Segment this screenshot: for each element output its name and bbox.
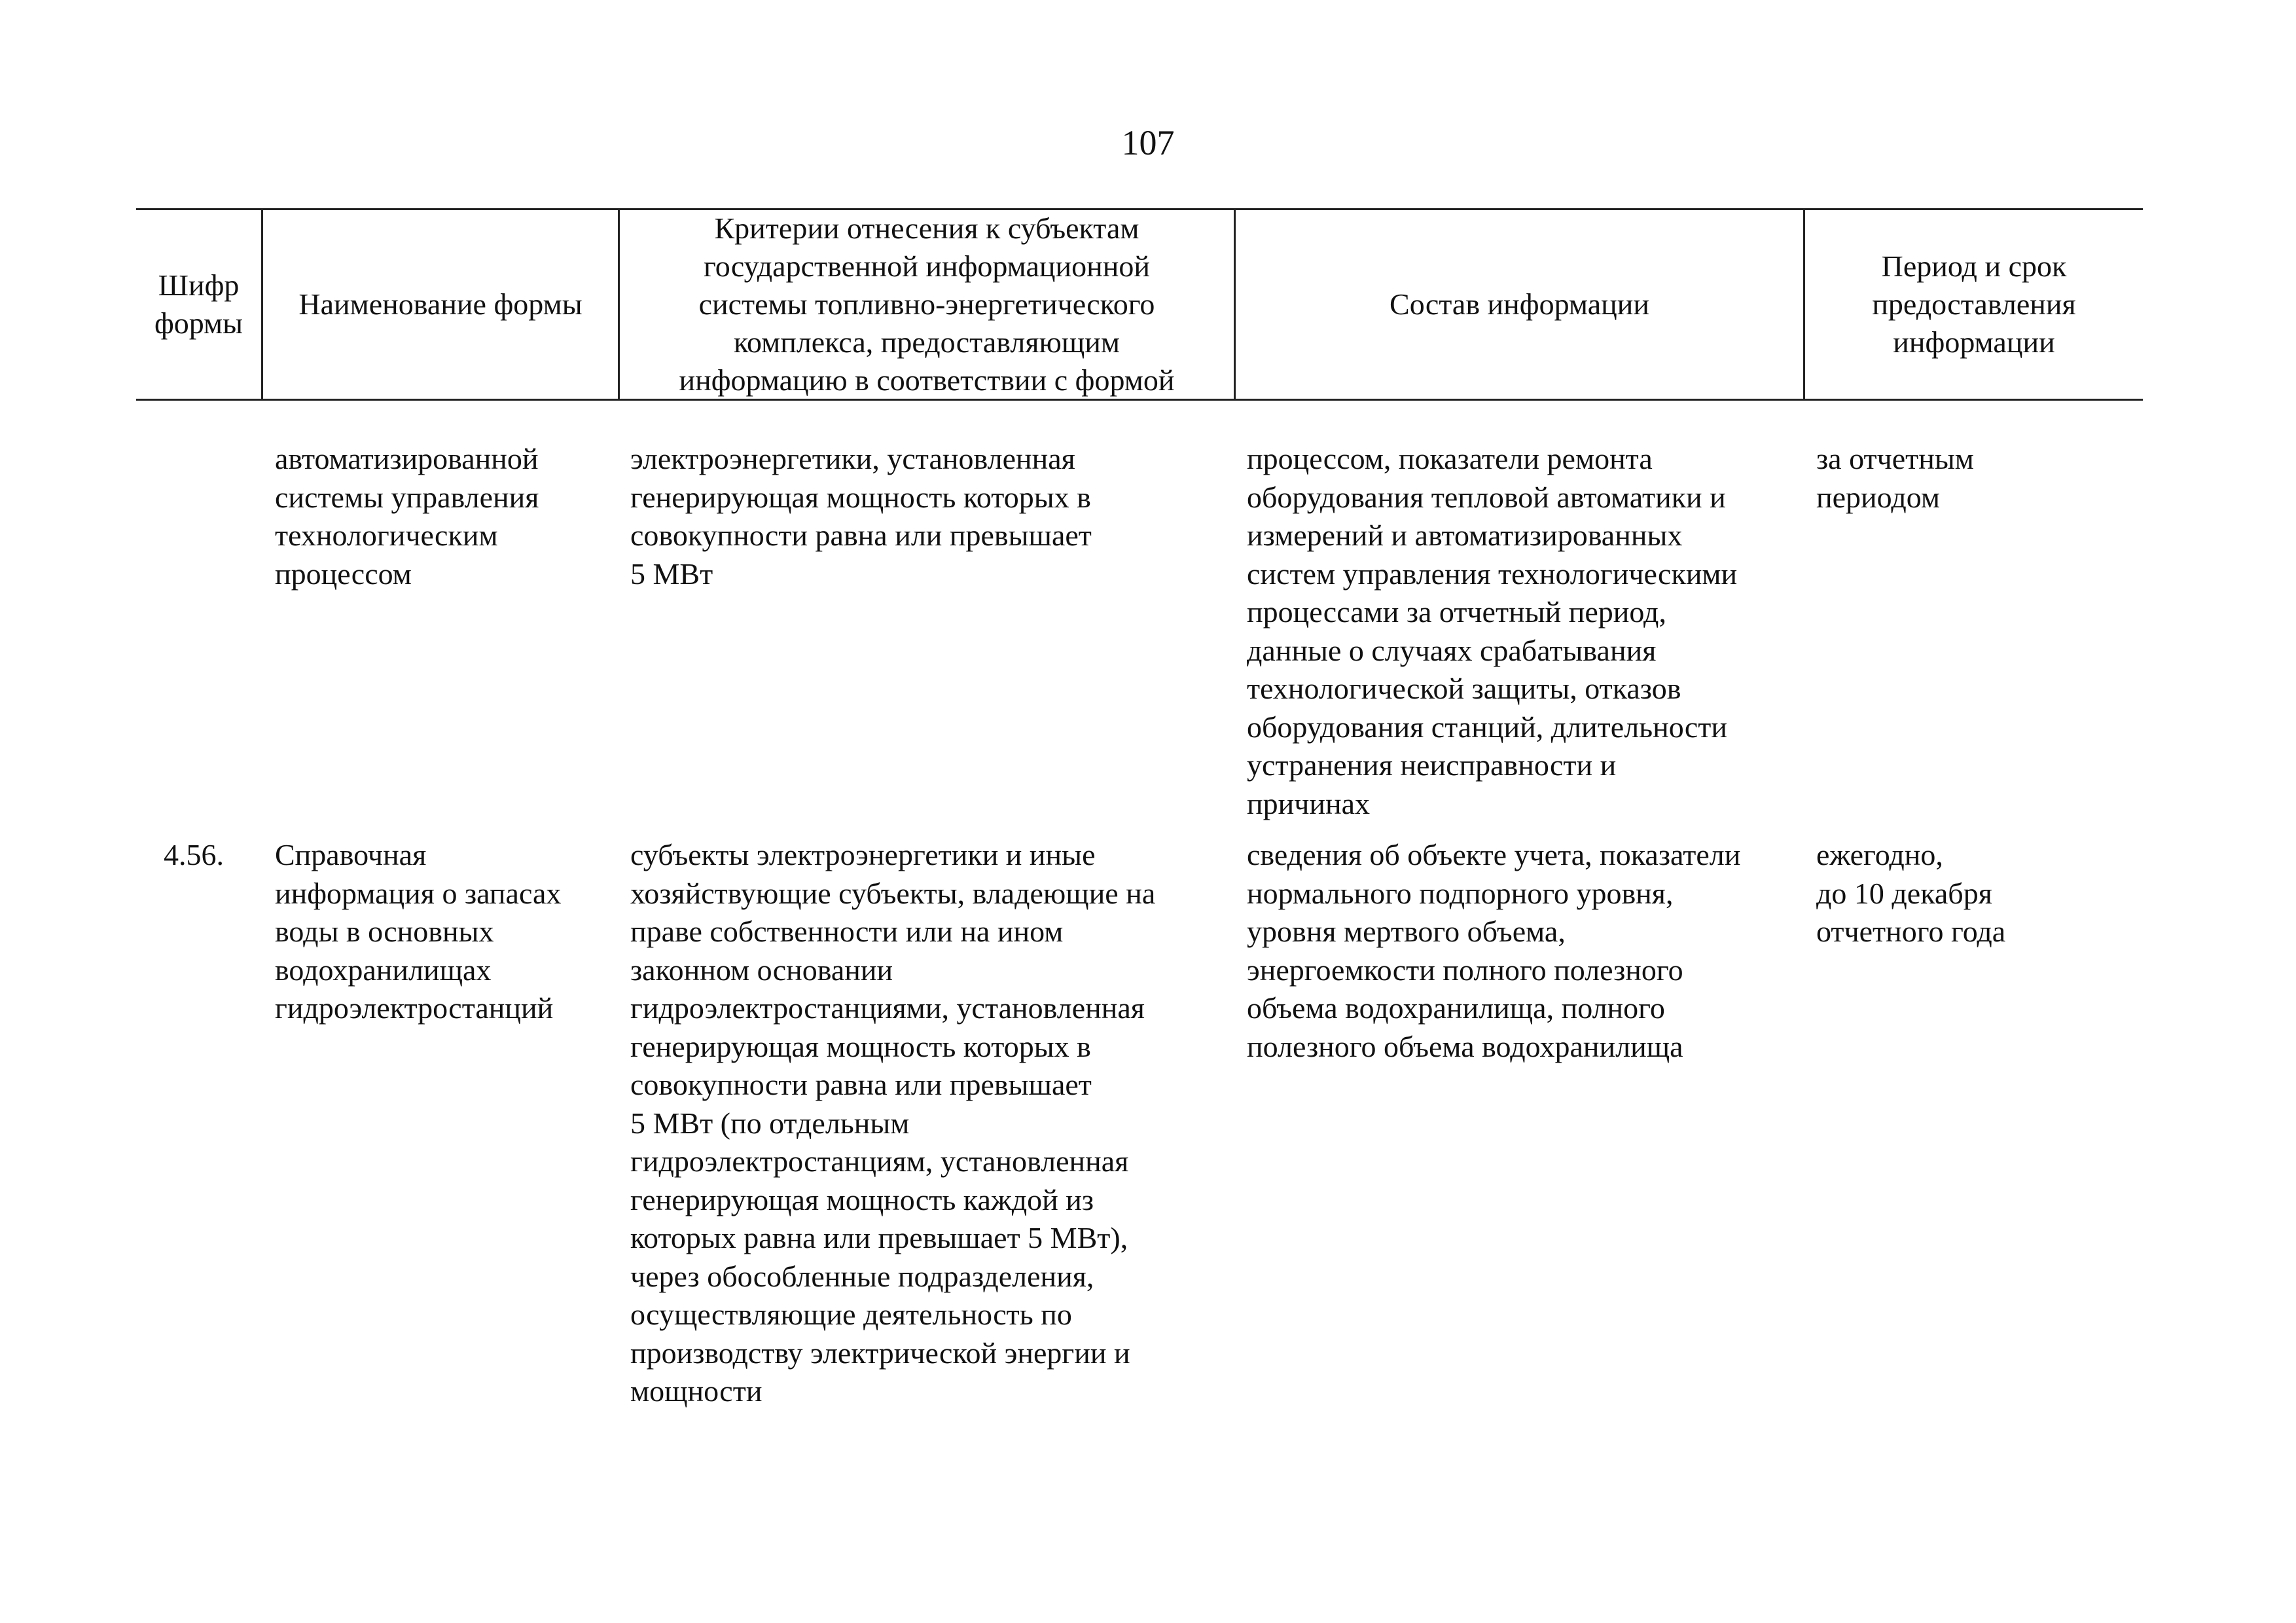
header-line: системы топливно-энергетического: [698, 287, 1155, 321]
header-line: информацию в соответствии с формой: [679, 363, 1175, 397]
text-line: воды в основных: [275, 915, 494, 948]
text-line: нормального подпорного уровня,: [1247, 876, 1674, 910]
text-line: периодом: [1816, 480, 1940, 514]
text-line: процессом: [275, 556, 412, 591]
text-line: систем управления технологическими: [1247, 556, 1738, 591]
text-line: системы управления: [275, 480, 539, 514]
text-line: производству электрической энергии и: [630, 1336, 1130, 1370]
text-line: водохранилищах: [275, 953, 492, 987]
text-line: ежегодно,: [1816, 838, 1943, 871]
header-line: предоставления: [1872, 287, 2076, 321]
header-line: Состав информации: [1390, 287, 1649, 321]
text-line: до 10 декабря: [1816, 876, 1992, 910]
text-line: автоматизированной: [275, 442, 539, 475]
text-line: отчетного года: [1816, 915, 2006, 948]
row1-form-name: [275, 440, 539, 593]
text-line: данные о случаях срабатывания: [1247, 633, 1657, 667]
text-line: гидроэлектростанциям, установленная: [630, 1144, 1129, 1178]
text-line: устранения неисправности и: [1247, 748, 1617, 782]
text-line: уровня мертвого объема,: [1247, 915, 1566, 948]
form-code: 4.56.: [164, 838, 224, 871]
row2-code: [164, 836, 224, 875]
text-line: совокупности равна или превышает: [630, 1068, 1092, 1101]
header-line: комплекса, предоставляющим: [733, 325, 1121, 359]
header-form-name: [263, 210, 618, 399]
header-line: Наименование формы: [298, 287, 583, 321]
text-line: оборудования станций, длительности: [1247, 710, 1728, 744]
text-line: Справочная: [275, 838, 427, 871]
text-line: через обособленные подразделения,: [630, 1259, 1094, 1293]
text-line: технологическим: [275, 519, 498, 552]
text-line: гидроэлектростанциями, установленная: [630, 991, 1145, 1025]
text-line: за отчетным: [1816, 442, 1974, 475]
text-line: процессом, показатели ремонта: [1247, 442, 1653, 475]
row2-period: [1816, 836, 2005, 951]
header-line: государственной информационной: [704, 249, 1150, 283]
page-number: 107: [1121, 123, 1175, 162]
text-line: законном основании: [630, 953, 893, 987]
header-criteria: [620, 210, 1234, 399]
text-line: совокупности равна или превышает: [630, 519, 1092, 552]
text-line: которых равна или превышает 5 МВт),: [630, 1221, 1128, 1254]
row2-content: [1247, 836, 1740, 1066]
text-line: причинах: [1247, 786, 1371, 820]
text-line: хозяйствующие субъекты, владеющие на: [630, 876, 1156, 910]
row1-period: [1816, 440, 1974, 517]
text-line: объема водохранилища, полного: [1247, 991, 1665, 1025]
text-line: измерений и автоматизированных: [1247, 519, 1683, 552]
header-line: Период и срок: [1881, 249, 2067, 283]
header-content: [1236, 210, 1803, 399]
text-line: электроэнергетики, установленная: [630, 442, 1075, 475]
header-period: [1805, 210, 2143, 399]
text-line: сведения об объекте учета, показатели: [1247, 838, 1741, 871]
text-line: субъекты электроэнергетики и иные: [630, 838, 1096, 871]
row2-form-name: [275, 836, 561, 1028]
text-line: генерирующая мощность которых в: [630, 480, 1091, 514]
text-line: мощности: [630, 1374, 762, 1408]
text-line: технологической защиты, отказов: [1247, 672, 1681, 705]
row1-criteria: [630, 440, 1092, 593]
text-line: гидроэлектростанций: [275, 991, 554, 1025]
text-line: полезного объема водохранилища: [1247, 1029, 1683, 1063]
text-line: процессами за отчетный период,: [1247, 595, 1666, 629]
header-line: Критерии отнесения к субъектам: [714, 211, 1139, 245]
text-line: 5 МВт: [630, 556, 713, 591]
header-code: [136, 210, 261, 399]
row2-criteria: [630, 836, 1155, 1411]
text-line: энергоемкости полного полезного: [1247, 953, 1683, 987]
text-line: 5 МВт (по отдельным: [630, 1106, 910, 1140]
header-line: формы: [154, 306, 243, 340]
header-line: Шифр: [158, 268, 240, 302]
text-line: генерирующая мощность которых в: [630, 1029, 1091, 1063]
text-line: праве собственности или на ином: [630, 915, 1064, 948]
text-line: генерирующая мощность каждой из: [630, 1182, 1094, 1216]
text-line: оборудования тепловой автоматики и: [1247, 480, 1726, 514]
row1-content: [1247, 440, 1737, 823]
text-line: информация о запасах: [275, 876, 562, 910]
header-line: информации: [1893, 325, 2055, 359]
text-line: осуществляющие деятельность по: [630, 1298, 1072, 1331]
